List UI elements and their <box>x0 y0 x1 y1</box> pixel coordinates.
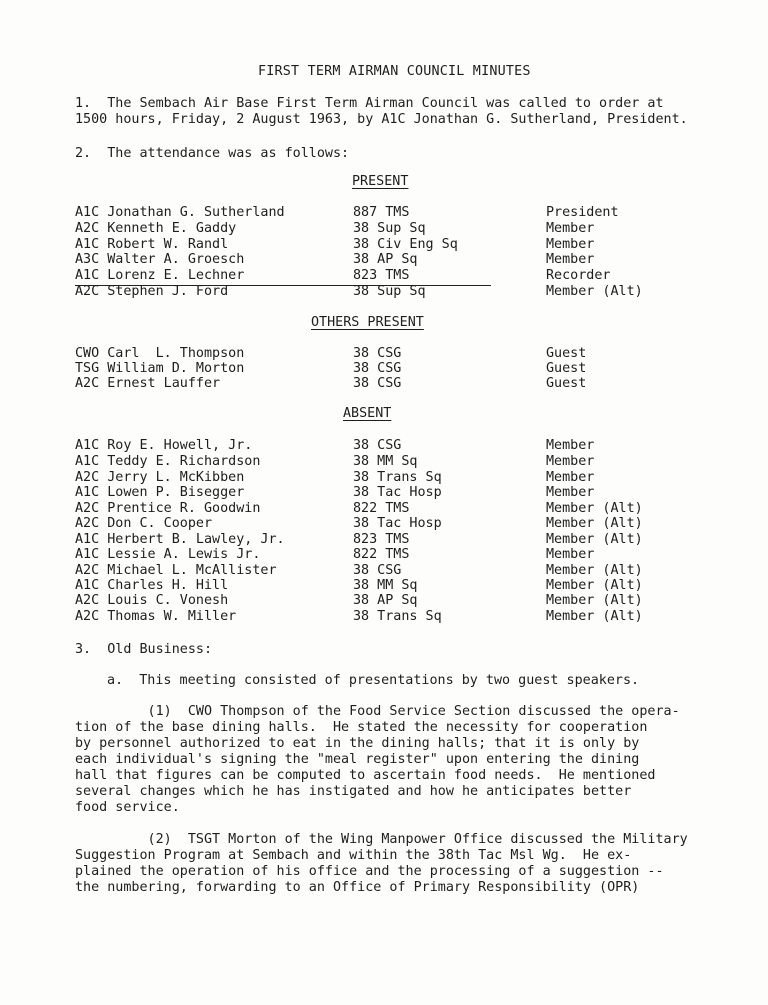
para-2-line: the numbering, forwarding to an Office of Primary Responsibility (OPR) <box>75 880 640 895</box>
absent-unit: 822 TMS <box>353 501 410 516</box>
absent-unit: 38 Tac Hosp <box>353 516 442 531</box>
absent-role: Member <box>546 454 595 469</box>
para-1-line: food service. <box>75 800 180 815</box>
para-1-line: (1) CWO Thompson of the Food Service Section discussed the opera- <box>75 704 680 719</box>
present-name: A2C Kenneth E. Gaddy <box>75 221 237 236</box>
present-role: Member <box>546 237 595 252</box>
absent-role: Member (Alt) <box>546 563 643 578</box>
absent-name: A2C Louis C. Vonesh <box>75 593 229 608</box>
absent-unit: 38 CSG <box>353 438 402 453</box>
item-3a-text: a. This meeting consisted of presentations by two guest speakers. <box>107 673 640 688</box>
others-role: Guest <box>546 361 587 376</box>
absent-role: Member (Alt) <box>546 501 643 516</box>
absent-name: A1C Teddy E. Richardson <box>75 454 261 469</box>
others-unit: 38 CSG <box>353 361 402 376</box>
absent-unit: 38 Trans Sq <box>353 470 442 485</box>
others-name: TSG William D. Morton <box>75 361 245 376</box>
present-name: A1C Robert W. Randl <box>75 237 229 252</box>
present-unit: 38 Civ Eng Sq <box>353 237 458 252</box>
absent-role: Member <box>546 470 595 485</box>
para-1-line: tion of the base dining halls. He stated the necessity for cooperation <box>75 720 648 735</box>
para-1-line: by personnel authorized to eat in the dining halls; that it is only by <box>75 736 640 751</box>
absent-role: Member (Alt) <box>546 516 643 531</box>
absent-name: A1C Roy E. Howell, Jr. <box>75 438 253 453</box>
item-1-line-2: 1500 hours, Friday, 2 August 1963, by A1C Jonathan G. Sutherland, President. <box>75 112 688 127</box>
para-1-line: several changes which he has instigated and how he anticipates better <box>75 784 632 799</box>
absent-name: A2C Thomas W. Miller <box>75 609 237 624</box>
present-role: Member <box>546 252 595 267</box>
present-name: A2C Stephen J. Ford <box>75 284 229 299</box>
item-1-line-1: 1. The Sembach Air Base First Term Airman Council was called to order at <box>75 96 664 111</box>
others-role: Guest <box>546 346 587 361</box>
present-role: Recorder <box>546 268 611 283</box>
absent-unit: 38 Trans Sq <box>353 609 442 624</box>
others-present-heading: OTHERS PRESENT <box>311 315 424 330</box>
absent-role: Member (Alt) <box>546 578 643 593</box>
others-unit: 38 CSG <box>353 346 402 361</box>
absent-unit: 822 TMS <box>353 547 410 562</box>
absent-role: Member <box>546 438 595 453</box>
present-role: President <box>546 205 619 220</box>
present-role: Member (Alt) <box>546 284 643 299</box>
others-role: Guest <box>546 376 587 391</box>
absent-unit: 38 MM Sq <box>353 578 418 593</box>
absent-name: A2C Jerry L. McKibben <box>75 470 245 485</box>
absent-unit: 823 TMS <box>353 532 410 547</box>
present-unit: 38 Sup Sq <box>353 284 426 299</box>
absent-unit: 38 AP Sq <box>353 593 418 608</box>
absent-unit: 38 MM Sq <box>353 454 418 469</box>
absent-role: Member <box>546 485 595 500</box>
para-1-line: each individual's signing the "meal register" upon entering the dining <box>75 752 640 767</box>
absent-role: Member (Alt) <box>546 609 643 624</box>
others-name: A2C Ernest Lauffer <box>75 376 221 391</box>
others-name: CWO Carl L. Thompson <box>75 346 245 361</box>
absent-role: Member (Alt) <box>546 593 643 608</box>
absent-name: A2C Don C. Cooper <box>75 516 213 531</box>
para-2-line: Suggestion Program at Sembach and within the 38th Tac Msl Wg. He ex- <box>75 848 632 863</box>
absent-name: A2C Prentice R. Goodwin <box>75 501 261 516</box>
absent-role: Member (Alt) <box>546 532 643 547</box>
absent-name: A1C Charles H. Hill <box>75 578 229 593</box>
item-2-text: 2. The attendance was as follows: <box>75 146 350 161</box>
present-name: A1C Jonathan G. Sutherland <box>75 205 285 220</box>
absent-unit: 38 CSG <box>353 563 402 578</box>
absent-name: A1C Lessie A. Lewis Jr. <box>75 547 261 562</box>
others-unit: 38 CSG <box>353 376 402 391</box>
present-unit: 823 TMS <box>353 268 410 283</box>
absent-name: A1C Herbert B. Lawley, Jr. <box>75 532 285 547</box>
absent-role: Member <box>546 547 595 562</box>
present-heading: PRESENT <box>352 174 409 189</box>
para-2-line: (2) TSGT Morton of the Wing Manpower Office discussed the Military <box>75 832 688 847</box>
document-title: FIRST TERM AIRMAN COUNCIL MINUTES <box>258 64 531 79</box>
present-name: A1C Lorenz E. Lechner <box>75 268 245 283</box>
present-name: A3C Walter A. Groesch <box>75 252 245 267</box>
present-unit: 887 TMS <box>353 205 410 220</box>
present-role: Member <box>546 221 595 236</box>
present-unit: 38 Sup Sq <box>353 221 426 236</box>
present-unit: 38 AP Sq <box>353 252 418 267</box>
item-3-heading: 3. Old Business: <box>75 642 213 657</box>
para-1-line: hall that figures can be computed to ascertain food needs. He mentioned <box>75 768 656 783</box>
para-2-line: plained the operation of his office and the processing of a suggestion -- <box>75 864 664 879</box>
absent-name: A2C Michael L. McAllister <box>75 563 277 578</box>
absent-unit: 38 Tac Hosp <box>353 485 442 500</box>
absent-heading: ABSENT <box>343 406 392 421</box>
absent-name: A1C Lowen P. Bisegger <box>75 485 245 500</box>
